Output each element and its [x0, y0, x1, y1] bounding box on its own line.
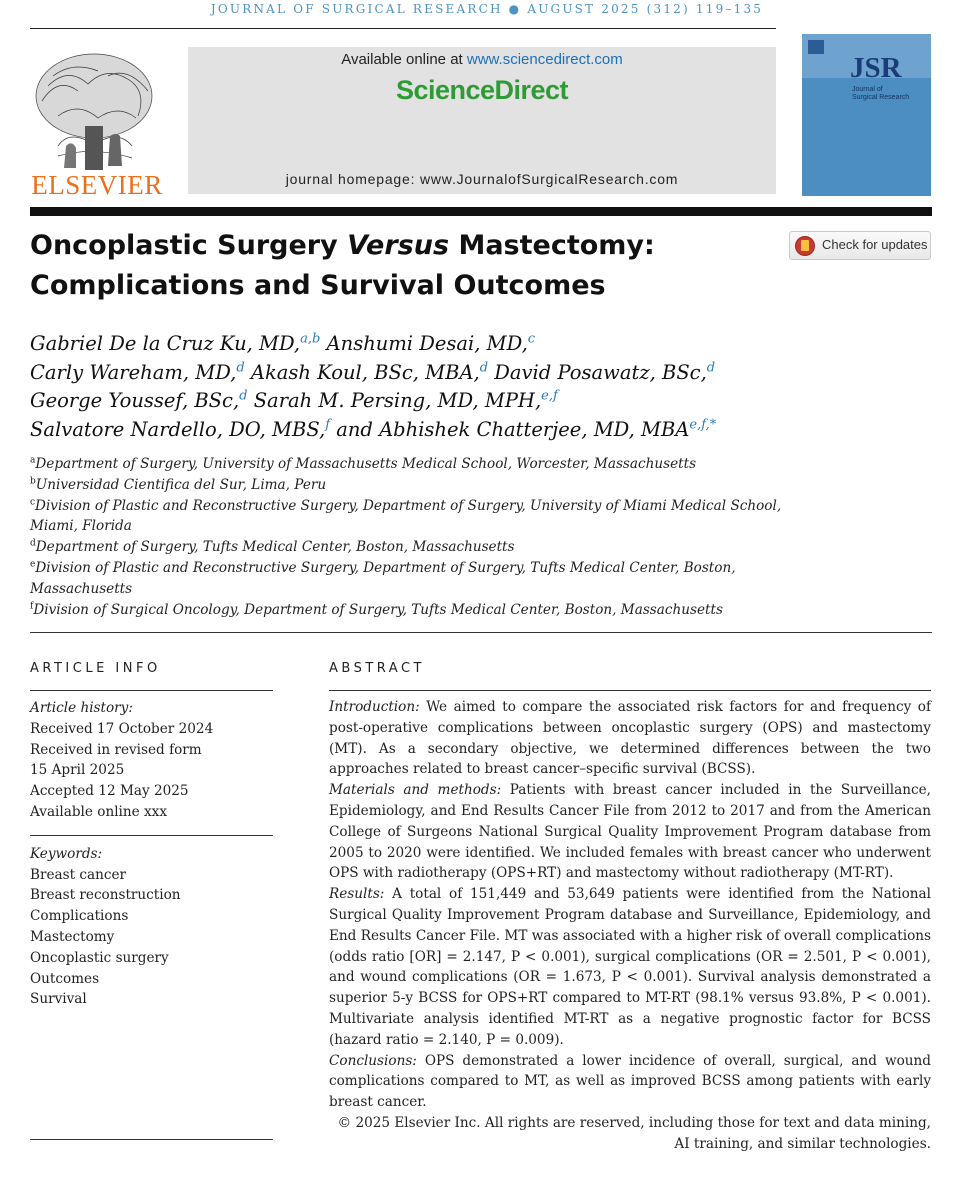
author-affiliation-link[interactable]: e,f,*: [689, 417, 717, 432]
history-entry: Received 17 October 2024: [30, 720, 214, 737]
history-entry: Accepted 12 May 2025: [30, 783, 189, 800]
section-divider: [30, 632, 932, 633]
affiliations: [30, 454, 932, 620]
check-for-updates-button[interactable]: Check for updates: [789, 231, 931, 260]
sciencedirect-banner: [188, 47, 776, 194]
footer-rule-left: [30, 1139, 273, 1140]
author: George Youssef, BSc,: [30, 389, 240, 412]
bookmark-update-icon: [795, 236, 815, 256]
author: Sarah M. Persing, MD, MPH,: [253, 389, 542, 412]
author: David Posawatz, BSc,: [494, 360, 707, 384]
abstract-methods: Materials and methods: Patients with breast cancer included in the Surveillance, Epidemiology, and End Results Cancer File from 2012 to 2017 and from the American College of Surgeons National Surgical Quality Improvement Program database from 2005 to 2020 were identified. We included females with breast cancer who underwent OPS with radiotherapy (OPS+RT) and mastectomy without radiotherapy (MT-RT).: [329, 782, 931, 882]
article-title: Oncoplastic Surgery Versus Mastectomy: Complications and Survival Outcomes: [30, 230, 655, 301]
abstract-heading: ABSTRACT: [329, 661, 425, 676]
keywords: Keywords: Breast cancer Breast reconstruction Complications Mastectomy Oncoplastic surgery Outcomes Survival: [30, 844, 273, 1010]
affiliation: $^c$Division of Plastic and Reconstructive Surgery, Department of Surgery, University of Miami Medical School, Miami, Florida: [30, 497, 782, 535]
cover-abbr: JSR: [850, 52, 902, 84]
affiliation: $^e$Division of Plastic and Reconstructive Surgery, Department of Surgery, Tufts Medical Center, Boston, Massachusetts: [30, 559, 736, 597]
sciencedirect-logo: ScienceDirect: [395, 75, 569, 105]
article-info-heading: ARTICLE INFO: [30, 661, 161, 676]
author-affiliation-link[interactable]: a,b: [300, 331, 321, 347]
author-affiliation-link[interactable]: d: [239, 388, 248, 404]
affiliation: $^f$Division of Surgical Oncology, Department of Surgery, Tufts Medical Center, Boston, Massachusetts: [30, 601, 723, 618]
abstract-rule: [329, 690, 931, 691]
author-affiliation-link[interactable]: d: [236, 360, 245, 375]
author: Salvatore Nardello, DO, MBS,: [30, 417, 326, 441]
cover-subtitle: Journal of Surgical Research: [852, 86, 910, 101]
author-list: [30, 330, 932, 444]
keyword: Breast reconstruction: [30, 887, 181, 904]
available-online: Available online at www.sciencedirect.com: [341, 51, 623, 68]
abstract-body: [329, 697, 931, 1155]
abstract-conclusions: Conclusions: OPS demonstrated a lower incidence of overall, surgical, and wound complications compared to MT, as well as improved BCSS among patients with early breast cancer.: [329, 1052, 931, 1111]
header-rule: [30, 207, 932, 216]
affiliation: $^a$Department of Surgery, University of Massachusetts Medical School, Worcester, Massachusetts: [30, 455, 697, 472]
running-header: JOURNAL OF SURGICAL RESEARCH ● AUGUST 2025 (312) 119–135: [210, 2, 764, 16]
keyword: Outcomes: [30, 970, 100, 987]
article-history: Article history: Received 17 October 2024 Received in revised form 15 April 2025 Accepted 12 May 2025 Available online xxx: [30, 698, 273, 823]
abstract-introduction: Introduction: We aimed to compare the associated risk factors for and frequency of post-operative complications between oncoplastic surgery (OPS) and mastectomy (MT). As a secondary objective, we determined differences between the two approaches related to breast cancer–specific survival (BCSS).: [329, 699, 931, 778]
author: Carly Wareham, MD,: [30, 360, 237, 384]
cover-publisher-icon: [808, 40, 824, 54]
history-entry: 15 April 2025: [30, 762, 125, 779]
author: Anshumi Desai, MD,: [326, 332, 528, 355]
author-affiliation-link[interactable]: f: [325, 417, 330, 432]
author: Akash Koul, BSc, MBA,: [250, 360, 480, 384]
sciencedirect-link[interactable]: www.sciencedirect.com: [466, 51, 623, 68]
affiliation: $^d$Department of Surgery, Tufts Medical Center, Boston, Massachusetts: [30, 538, 515, 556]
top-rule: [30, 28, 776, 29]
affiliation: $^b$Universidad Cientifica del Sur, Lima, Peru: [30, 476, 327, 493]
keyword: Mastectomy: [30, 928, 115, 945]
author-affiliation-link[interactable]: c: [527, 331, 536, 347]
author-affiliation-link[interactable]: e,f: [541, 388, 558, 404]
keyword: Survival: [30, 991, 87, 1008]
journal-cover: [802, 34, 931, 196]
author-affiliation-link[interactable]: d: [706, 360, 716, 375]
keyword: Complications: [30, 908, 129, 925]
keyword: Breast cancer: [30, 866, 127, 883]
article-info-panel: [30, 690, 273, 1010]
author: and Abhishek Chatterjee, MD, MBA: [336, 417, 690, 441]
author-affiliation-link[interactable]: d: [479, 360, 489, 375]
journal-homepage[interactable]: journal homepage: www.JournalofSurgicalResearch.com: [285, 171, 679, 187]
history-entry: Available online xxx: [30, 803, 168, 820]
keyword: Oncoplastic surgery: [30, 949, 169, 966]
copyright: © 2025 Elsevier Inc. All rights are reserved, including those for text and data mining, AI training, and similar technologies.: [337, 1114, 931, 1152]
elsevier-wordmark: ELSEVIER: [31, 170, 163, 200]
abstract-results: Results: A total of 151,449 and 53,649 patients were identified from the National Surgical Quality Improvement Program database and Surveillance, Epidemiology, and End Results Cancer File. MT was associated with a higher risk of overall complications (odds ratio [OR] = 2.147, P < 0.001), surgical complications (OR = 2.501, P < 0.001), and wound complications (OR = 1.673, P < 0.001). Survival analysis demonstrated a superior 5-y BCSS for OPS+RT compared to MT-RT (98.1% versus 93.8%, P < 0.001). Multivariate analysis identified MT-RT as a negative prognostic factor for BCSS (hazard ratio = 2.140, P = 0.009).: [329, 886, 931, 1048]
history-entry: Received in revised form: [30, 741, 202, 758]
author: Gabriel De la Cruz Ku, MD,: [30, 332, 301, 355]
